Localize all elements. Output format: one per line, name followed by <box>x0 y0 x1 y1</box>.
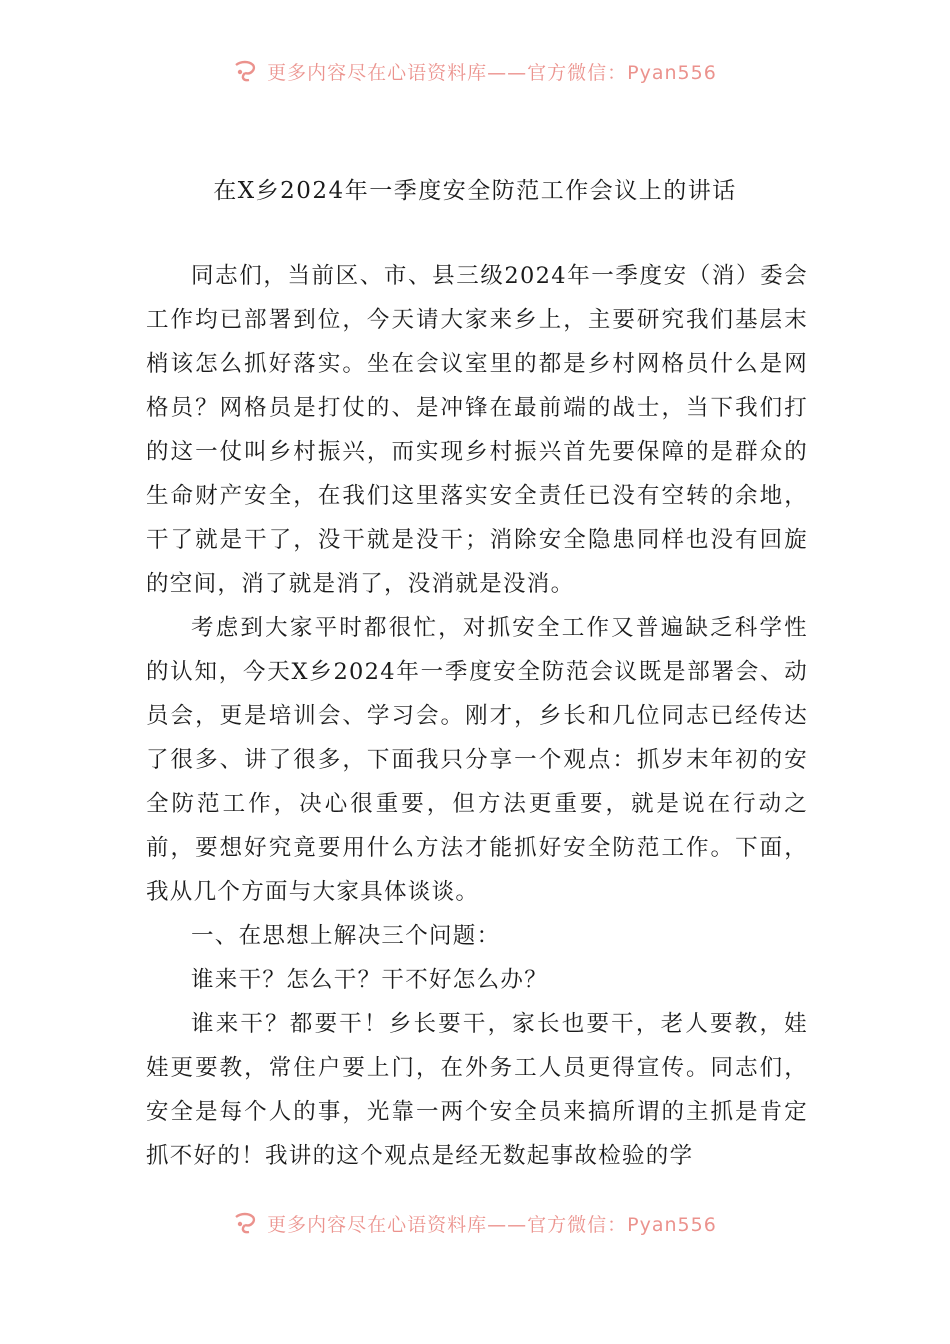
document-title: 在X乡2024年一季度安全防范工作会议上的讲话 <box>213 178 737 204</box>
paragraph: 谁来干？怎么干？干不好怎么办？ <box>191 967 549 993</box>
brand-logo-icon <box>233 59 259 83</box>
section-heading: 一、在思想上解决三个问题： <box>191 923 501 949</box>
paragraph: 谁来干？都要干！乡长要干，家长也要干，老人要教，娃娃更要教，常住户要上门，在外务工人员更得宣传。同志们，安全是每个人的事，光靠一两个安全员来搞所谓的主抓是肯定抓不好的！我讲的这个观点是经无数起事故检验的学 <box>146 1011 808 1169</box>
watermark-banner-top <box>0 56 950 86</box>
paragraph: 同志们，当前区、市、县三级2024年一季度安（消）委会工作均已部署到位，今天请大家来乡上，主要研究我们基层末梢该怎么抓好落实。坐在会议室里的都是乡村网格员什么是网格员？网格员是打仗的、是冲锋在最前端的战士，当下我们打的这一仗叫乡村振兴，而实现乡村振兴首先要保障的是群众的生命财产安全，在我们这里落实安全责任已没有空转的余地，干了就是干了，没干就是没干；消除安全隐患同样也没有回旋的空间，消了就是消了，没消就是没消。 <box>146 263 808 597</box>
paragraph: 考虑到大家平时都很忙，对抓安全工作又普遍缺乏科学性的认知，今天X乡2024年一季度安全防范会议既是部署会、动员会，更是培训会、学习会。刚才，乡长和几位同志已经传达了很多、讲了很多，下面我只分享一个观点：抓岁末年初的安全防范工作，决心很重要，但方法更重要，就是说在行动之前，要想好究竟要用什么方法才能抓好安全防范工作。下面，我从几个方面与大家具体谈谈。 <box>146 615 808 905</box>
watermark-banner-bottom <box>0 1208 950 1238</box>
document-body <box>146 254 808 1178</box>
brand-logo-icon <box>233 1211 259 1235</box>
watermark-text: 更多内容尽在心语资料库——官方微信：Pyan556 <box>267 61 717 84</box>
watermark-text: 更多内容尽在心语资料库——官方微信：Pyan556 <box>267 1213 717 1236</box>
